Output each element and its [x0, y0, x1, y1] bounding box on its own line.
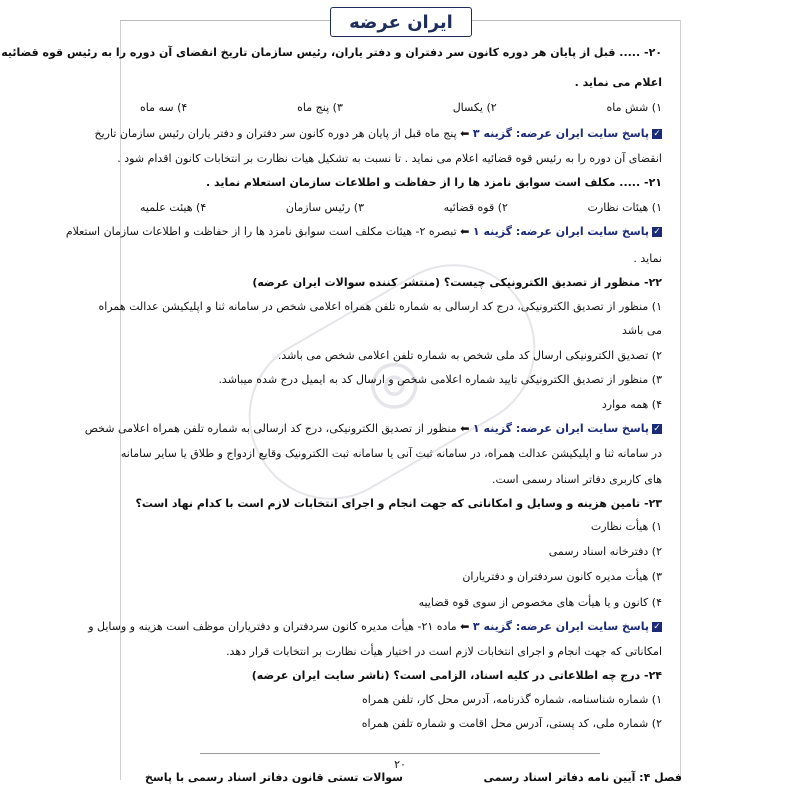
- text-line: نماید .: [633, 252, 662, 265]
- question-line: ۲۴- درج چه اطلاعاتی در کلیه اسناد، الزامی است؟ (ناشر سایت ایران عرضه): [251, 669, 662, 682]
- question-line: ۲۱- ..... مکلف است سوابق نامزد ها را از حفاظت و اطلاعات سازمان استعلام نماید .: [205, 176, 662, 189]
- option: ۱) شش ماه: [606, 101, 662, 114]
- question-line: اعلام می نماید .: [574, 76, 662, 89]
- text-line: می باشد: [622, 324, 662, 337]
- footer-rule: [200, 753, 600, 754]
- text-line: ۲) تصدیق الکترونیکی ارسال کد ملی شخص به شماره تلفن اعلامی شخص می باشد.: [277, 349, 662, 362]
- question-line: ۲۳- تامین هزینه و وسایل و امکاناتی که جهت انجام و اجرای انتخابات لازم است با کدام نهاد است؟: [135, 497, 662, 510]
- text-line: ۳) منظور از تصدیق الکترونیکی تایید شماره اعلامی شخص و ارسال کد به ایمیل درج شده میباشد.: [218, 373, 662, 386]
- option: ۳) رئیس سازمان: [285, 201, 364, 214]
- page-number: ۲۰: [394, 758, 406, 771]
- header-rule-right: [470, 20, 680, 21]
- watermark-stamp: ◎: [219, 235, 564, 529]
- answer-line: [94, 127, 662, 140]
- site-logo: ایران عرضه: [330, 7, 472, 37]
- checkbox-icon: ✓: [653, 622, 661, 632]
- answer-label: پاسخ سایت ایران عرضه: گزینه ۳: [472, 127, 649, 140]
- text-line: در سامانه ثنا و اپلیکیشن عدالت همراه، در سامانه ثبت آنی یا سامانه ثبت الکترونیک وقایع ازدواج و طلاق یا سایر سامانه: [120, 447, 662, 460]
- answer-label: پاسخ سایت ایران عرضه: گزینه ۱: [472, 422, 649, 435]
- answer-label: پاسخ سایت ایران عرضه: گزینه ۳: [472, 620, 649, 633]
- answer-text: ⬅ ماده ۲۱- هیأت مدیره کانون سردفتران و دفترياران موظف است هزینه و وسایل و: [88, 620, 473, 633]
- answer-text: ⬅ منظور از تصدیق الکترونیکی، درج کد ارسالی به شماره تلفن همراه اعلامی شخص: [84, 422, 473, 435]
- right-border: [680, 20, 681, 780]
- checkbox-icon: ✓: [653, 227, 661, 237]
- text-line: انقضای آن دوره را به رئیس قوه قضائیه اعلام می نماید . تا نسبت به تشکیل هیات نظارت بر انتخابات کانون اقدام شود .: [117, 152, 662, 165]
- option: ۱) هیئات نظارت: [587, 201, 662, 214]
- text-line: های کاربری دفاتر اسناد رسمی است.: [492, 473, 662, 486]
- text-line: ۴) کانون و یا هیأت های مخصوص از سوی قوه قضاییه: [418, 596, 662, 609]
- option: ۴) سه ماه: [140, 101, 188, 114]
- text-line: ۴) همه موارد: [601, 398, 662, 411]
- footer-chapter: فصل ۴: آیین نامه دفاتر اسناد رسمی: [483, 771, 682, 784]
- checkbox-icon: ✓: [653, 424, 661, 434]
- answer-text: ⬅ تبصره ۲- هیئات مکلف است سوابق نامزد ها را از حفاظت و اطلاعات سازمان استعلام: [65, 225, 473, 238]
- checkbox-icon: ✓: [653, 129, 661, 139]
- answer-line: [88, 620, 662, 633]
- header-rule-left: [120, 20, 330, 21]
- answer-text: ⬅ پنج ماه قبل از پایان هر دوره کانون سر دفتران و دفتر یاران رئیس سازمان تاریخ: [94, 127, 473, 140]
- text-line: امکاناتی که جهت انجام و اجرای انتخابات لازم است در اختیار هیأت نظارت بر انتخابات قرار دهد.: [226, 645, 662, 658]
- text-line: ۳) هیأت مدیره کانون سردفتران و دفترياران: [462, 570, 662, 583]
- question-line: ۲۲- منظور از تصدیق الکترونیکی چیست؟ (منتشر کننده سوالات ایران عرضه): [252, 276, 662, 289]
- options-row: [140, 201, 662, 214]
- question-line: ۲۰- ..... قبل از پایان هر دوره کانون سر دفتران و دفتر یاران، رئیس سازمان تاریخ انقضای آن دوره را به رئیس قوه قضائیه: [1, 46, 662, 59]
- answer-line: [65, 225, 662, 238]
- answer-label: پاسخ سایت ایران عرضه: گزینه ۱: [472, 225, 649, 238]
- footer-title: سوالات تستی قانون دفاتر اسناد رسمی با پاسخ: [145, 771, 403, 784]
- answer-line: [84, 422, 662, 435]
- text-line: ۱) شماره شناسنامه، شماره گذرنامه، آدرس محل کار، تلفن همراه: [361, 693, 662, 706]
- text-line: ۱) هیأت نظارت: [590, 520, 662, 533]
- text-line: ۲) شماره ملی، کد پستی، آدرس محل اقامت و شماره تلفن همراه: [361, 717, 662, 730]
- option: ۲) قوه قضائیه: [443, 201, 508, 214]
- option: ۲) یکسال: [452, 101, 497, 114]
- option: ۳) پنج ماه: [297, 101, 343, 114]
- option: ۴) هیئت علمیه: [140, 201, 207, 214]
- text-line: ۲) دفترخانه اسناد رسمی: [548, 545, 662, 558]
- text-line: ۱) منظور از تصدیق الکترونیکی، درج کد ارسالی به شماره تلفن همراه اعلامی شخص در سامانه ثنا و اپلیکیشن عدالت همراه: [98, 300, 662, 313]
- options-row: [140, 101, 662, 114]
